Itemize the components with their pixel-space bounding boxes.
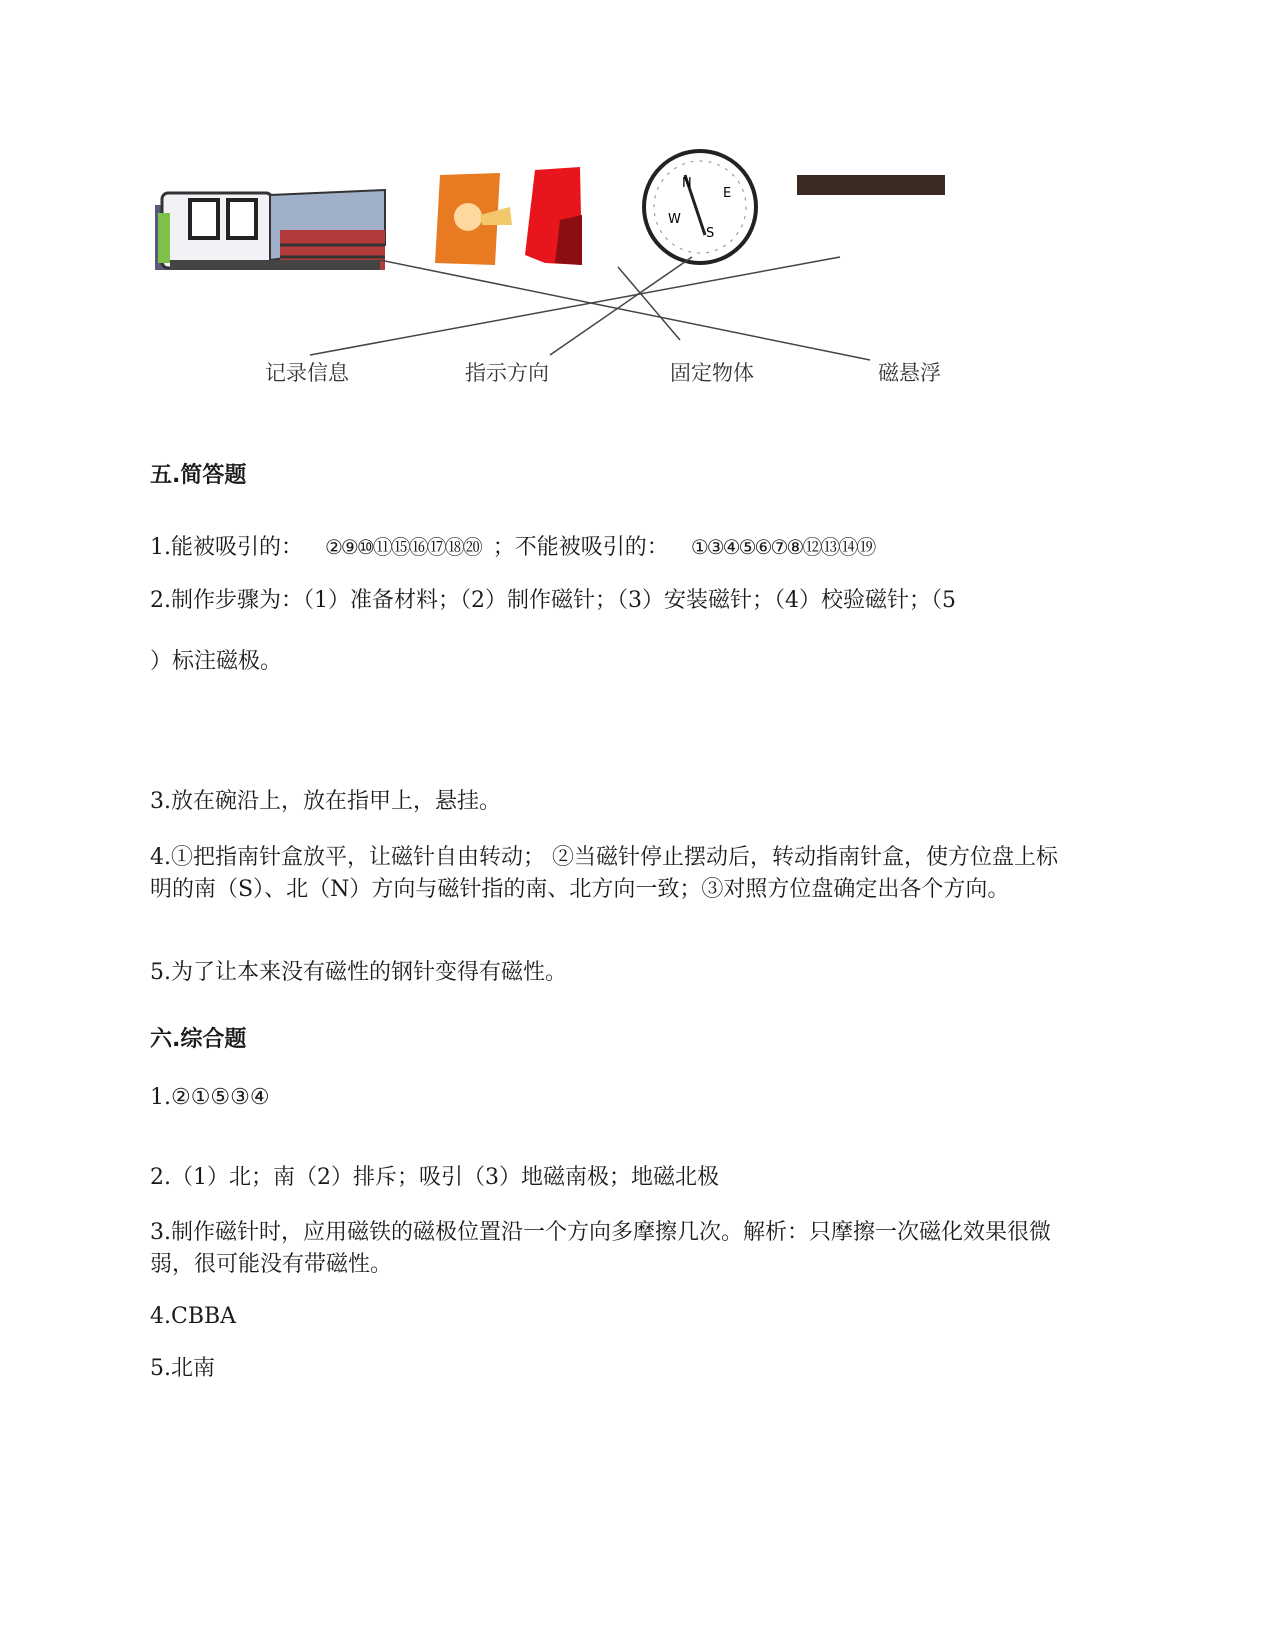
q1-prefix: 1.能被吸引的： bbox=[150, 535, 303, 560]
section5-q2-line1: 2.制作步骤为：（1）准备材料；（2）制作磁针；（3）安装磁针；（4）校验磁针；（5 bbox=[150, 588, 956, 613]
maglev-train-image bbox=[155, 190, 385, 270]
matching-figure bbox=[150, 145, 1000, 415]
section5-q2-line2: ）标注磁极。 bbox=[150, 649, 283, 674]
label-fix-object: 固定物体 bbox=[670, 361, 754, 385]
match-line-4 bbox=[618, 267, 680, 340]
label-indicate-direction: 指示方向 bbox=[465, 361, 549, 385]
section6-q1: 1.②①⑤③④ bbox=[150, 1085, 270, 1110]
q1-mid: ；不能被吸引的： bbox=[492, 535, 669, 560]
section5-q3: 3.放在碗沿上，放在指甲上，悬挂。 bbox=[150, 789, 501, 814]
label-maglev: 磁悬浮 bbox=[878, 361, 941, 385]
section6-q3: 3.制作磁针时，应用磁铁的磁极位置沿一个方向多摩擦几次。解析：只摩擦一次磁化效果很微弱，很可能没有带磁性。 bbox=[150, 1220, 1051, 1277]
compass-letter-s: S bbox=[706, 226, 715, 241]
section5-title: 五.简答题 bbox=[150, 463, 247, 488]
compass-image bbox=[644, 151, 756, 263]
section6-title: 六.综合题 bbox=[150, 1027, 247, 1052]
section5-q4: 4.①把指南针盒放平，让磁针自由转动； ②当磁针停止摆动后，转动指南针盒，使方位盘上标明的南（S）、北（N）方向与磁针指的南、北方向一致；③对照方位盘确定出各个方向。 bbox=[150, 845, 1058, 902]
q1-attracted-list: ②⑨⑩⑪⑮⑯⑰⑱⑳ bbox=[325, 535, 481, 559]
fridge-magnet-image bbox=[435, 167, 582, 265]
magnetic-strip-image bbox=[797, 175, 945, 195]
section6-q4: 4.CBBA bbox=[150, 1304, 237, 1329]
compass-letter-w: W bbox=[668, 212, 681, 227]
section5-q5: 5.为了让本来没有磁性的钢针变得有磁性。 bbox=[150, 960, 567, 985]
match-line-2 bbox=[310, 257, 840, 355]
q1-not-attracted-list: ①③④⑤⑥⑦⑧⑫⑬⑭⑲ bbox=[690, 535, 875, 559]
section5-q1 bbox=[150, 531, 1110, 564]
section6-q2: 2.（1）北；南（2）排斥；吸引（3）地磁南极；地磁北极 bbox=[150, 1165, 719, 1190]
section6-q5: 5.北南 bbox=[150, 1356, 215, 1381]
label-record-info: 记录信息 bbox=[265, 361, 349, 385]
compass-letter-e: E bbox=[723, 186, 732, 201]
compass-letter-n: N bbox=[682, 176, 692, 191]
